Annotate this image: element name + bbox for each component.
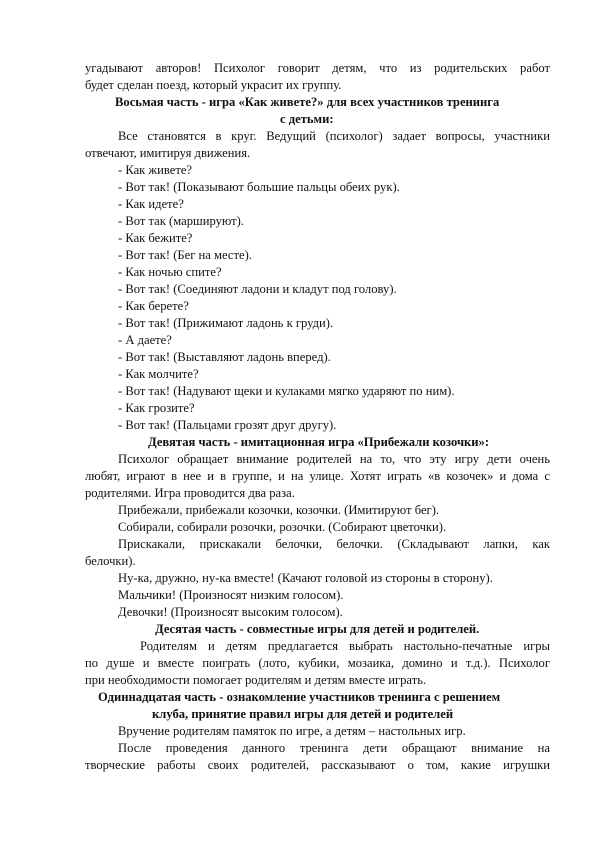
text-line: Родителям и детям предлагается выбрать настольно-печатные игры bbox=[140, 639, 550, 653]
dialog-line: - Вот так! (Прижимают ладонь к груди). bbox=[118, 316, 334, 330]
text-line: После проведения данного тренинга дети обращают внимание на bbox=[118, 741, 550, 755]
dialog-line: - Как молчите? bbox=[118, 367, 199, 381]
section-heading: Восьмая часть - игра «Как живете?» для всех участников тренинга bbox=[115, 95, 500, 109]
dialog-line: - Вот так (маршируют). bbox=[118, 214, 244, 228]
text-line: любят, играют в нее и в группе, и на улице. Хотят играть «в козочек» и дома с bbox=[85, 469, 550, 483]
text-line: Вручение родителям памяток по игре, а детям – настольных игр. bbox=[118, 724, 466, 738]
dialog-line: - А даете? bbox=[118, 333, 172, 347]
game-line: Прибежали, прибежали козочки, козочки. (Имитируют бег). bbox=[118, 503, 440, 517]
game-line: Собирали, собирали розочки, розочки. (Собирают цветочки). bbox=[118, 520, 447, 534]
dialog-line: - Как живете? bbox=[118, 163, 193, 177]
text-line: угадывают авторов! Психолог говорит детям, что из родительских работ bbox=[85, 61, 550, 75]
dialog-line: - Как ночью спите? bbox=[118, 265, 222, 279]
text-line: при необходимости помогает родителям и детям вместе играть. bbox=[85, 673, 427, 687]
text-line: будет сделан поезд, который украсит их группу. bbox=[85, 78, 342, 92]
game-line: Мальчики! (Произносят низким голосом). bbox=[118, 588, 344, 602]
dialog-line: - Вот так! (Пальцами грозят друг другу). bbox=[118, 418, 337, 432]
dialog-line: - Вот так! (Бег на месте). bbox=[118, 248, 252, 262]
section-heading: Десятая часть - совместные игры для детей и родителей. bbox=[155, 622, 480, 636]
section-heading: клуба, принятие правил игры для детей и родителей bbox=[152, 707, 454, 721]
game-line: Прискакали, прискакали белочки, белочки. (Складывают лапки, как bbox=[118, 537, 550, 551]
dialog-line: - Как идете? bbox=[118, 197, 184, 211]
dialog-line: - Вот так! (Показывают большие пальцы обеих рук). bbox=[118, 180, 400, 194]
text-line: по душе и вместе поиграть (лото, кубики, мозаика, домино и т.д.). Психолог bbox=[85, 656, 550, 670]
text-line: Все становятся в круг. Ведущий (психолог) задает вопросы, участники bbox=[118, 129, 550, 143]
section-heading: Одиннадцатая часть - ознакомление участников тренинга с решением bbox=[98, 690, 501, 704]
text-line: Психолог обращает внимание родителей на то, что эту игру дети очень bbox=[118, 452, 550, 466]
dialog-line: - Как грозите? bbox=[118, 401, 195, 415]
dialog-line: - Как берете? bbox=[118, 299, 189, 313]
dialog-line: - Вот так! (Надувают щеки и кулаками мягко ударяют по ним). bbox=[118, 384, 455, 398]
dialog-line: - Как бежите? bbox=[118, 231, 193, 245]
text-line: творческие работы своих родителей, рассказывают о том, какие игрушки bbox=[85, 758, 550, 772]
section-heading: с детьми: bbox=[280, 112, 334, 126]
dialog-line: - Вот так! (Выставляют ладонь вперед). bbox=[118, 350, 331, 364]
game-line: Девочки! (Произносят высоким голосом). bbox=[118, 605, 343, 619]
text-line: отвечают, имитируя движения. bbox=[85, 146, 251, 160]
section-heading: Девятая часть - имитационная игра «Прибежали козочки»: bbox=[148, 435, 490, 449]
dialog-line: - Вот так! (Соединяют ладони и кладут под голову). bbox=[118, 282, 397, 296]
text-line: родителями. Игра проводится два раза. bbox=[85, 486, 295, 500]
game-line: Ну-ка, дружно, ну-ка вместе! (Качают головой из стороны в сторону). bbox=[118, 571, 493, 585]
game-line: белочки). bbox=[85, 554, 136, 568]
